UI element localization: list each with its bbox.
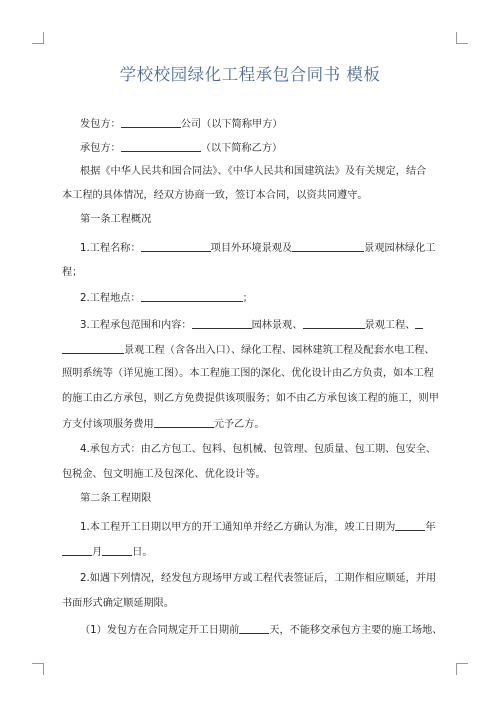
text: 2.工程地点： [80, 293, 141, 304]
text: 景观工程（含各出入口）、绿化工程、园林建筑工程及配套水电工程、 [124, 345, 435, 356]
text: 天，不能移交承包方主要的施工场地、 [269, 625, 443, 636]
blank-line [292, 241, 364, 252]
paragraph-start-date-line2 [62, 545, 442, 559]
paragraph-project-name [80, 241, 460, 255]
blank-line [121, 141, 201, 152]
text: 日。 [132, 547, 153, 558]
paragraph-basis-line1: 根据《中华人民共和国合同法》、《中华人民共和国建筑法》及有关规定，结合 [80, 166, 427, 177]
blank-line [192, 318, 252, 329]
paragraph-party-b [80, 141, 460, 155]
corner-mark-bottom-left [32, 663, 44, 675]
corner-mark-top-right [456, 32, 468, 44]
paragraph-start-date-line1 [80, 520, 460, 534]
text: ； [242, 293, 253, 304]
blank-line [62, 343, 124, 354]
section-heading-1: 第一条工程概况 [80, 214, 152, 225]
text: （以下简称乙方） [200, 143, 283, 154]
paragraph-basis-line2: 本工程的具体情况，经双方协商一致，签订本合同，以资共同遵守。 [62, 190, 368, 201]
text: 3.工程承包范围和内容： [80, 320, 192, 331]
paragraph-delay-item1 [80, 623, 460, 637]
document-title: 学校校园绿化工程承包合同书 模板 [119, 65, 381, 84]
text: 年 [425, 522, 436, 533]
blank-line [239, 623, 269, 634]
text: 元予乙方。 [213, 419, 265, 430]
text: 月 [92, 547, 103, 558]
paragraph-scope-line5 [62, 417, 442, 431]
text: 1.本工程开工日期以甲方的开工通知单并经乙方确认为准，竣工日期为 [80, 522, 396, 533]
blank-line [141, 291, 243, 302]
text: 景观工程、 [364, 320, 416, 331]
blank-line [102, 545, 132, 556]
corner-mark-top-left [32, 32, 44, 44]
paragraph-project-name-cont: 程； [62, 267, 83, 278]
paragraph-contract-mode-line2: 包税金、包文明施工及包深化、优化设计等。 [62, 469, 266, 480]
section-heading-2: 第二条工程期限 [80, 493, 152, 504]
blank-line [154, 417, 214, 428]
text: 承包方： [80, 143, 121, 154]
paragraph-delay-line1: 2.如遇下列情况，经发包方现场甲方或工程代表签证后，工期作相应顺延，并用 [80, 573, 437, 584]
text: 公司（以下简称甲方） [180, 119, 283, 130]
paragraph-project-location [80, 291, 460, 305]
text: 景观园林绿化工 [364, 243, 436, 254]
blank-line [121, 117, 181, 128]
paragraph-scope-line4: 的施工由乙方承包，则乙方免费提供该项服务；如不由乙方承包该工程的施工，则甲 [62, 393, 439, 404]
text: 园林景观、 [251, 320, 303, 331]
paragraph-scope-line2 [62, 343, 442, 357]
text: （1）发包方在合同规定开工日期前 [80, 625, 240, 636]
blank-line [62, 545, 92, 556]
paragraph-scope-line3: 照明系统等（详见施工图）。本工程施工图的深化、优化设计由乙方负责，如本工程 [62, 368, 434, 379]
text: 1.工程名称： [80, 243, 141, 254]
corner-mark-bottom-right [456, 663, 468, 675]
paragraph-contract-mode-line1: 4.承包方式：由乙方包工、包料、包机械、包管理、包质量、包工期、包安全、 [80, 444, 437, 455]
paragraph-scope-line1 [80, 318, 460, 332]
text: 方支付该项服务费用 [62, 419, 154, 430]
blank-line [415, 318, 423, 329]
blank-line [395, 520, 425, 531]
text: 项目外环境景观及 [210, 243, 293, 254]
blank-line [303, 318, 365, 329]
blank-line [141, 241, 211, 252]
text: 发包方： [80, 119, 121, 130]
paragraph-delay-line2: 书面形式确定顺延期限。 [62, 598, 175, 609]
paragraph-party-a [80, 117, 460, 131]
